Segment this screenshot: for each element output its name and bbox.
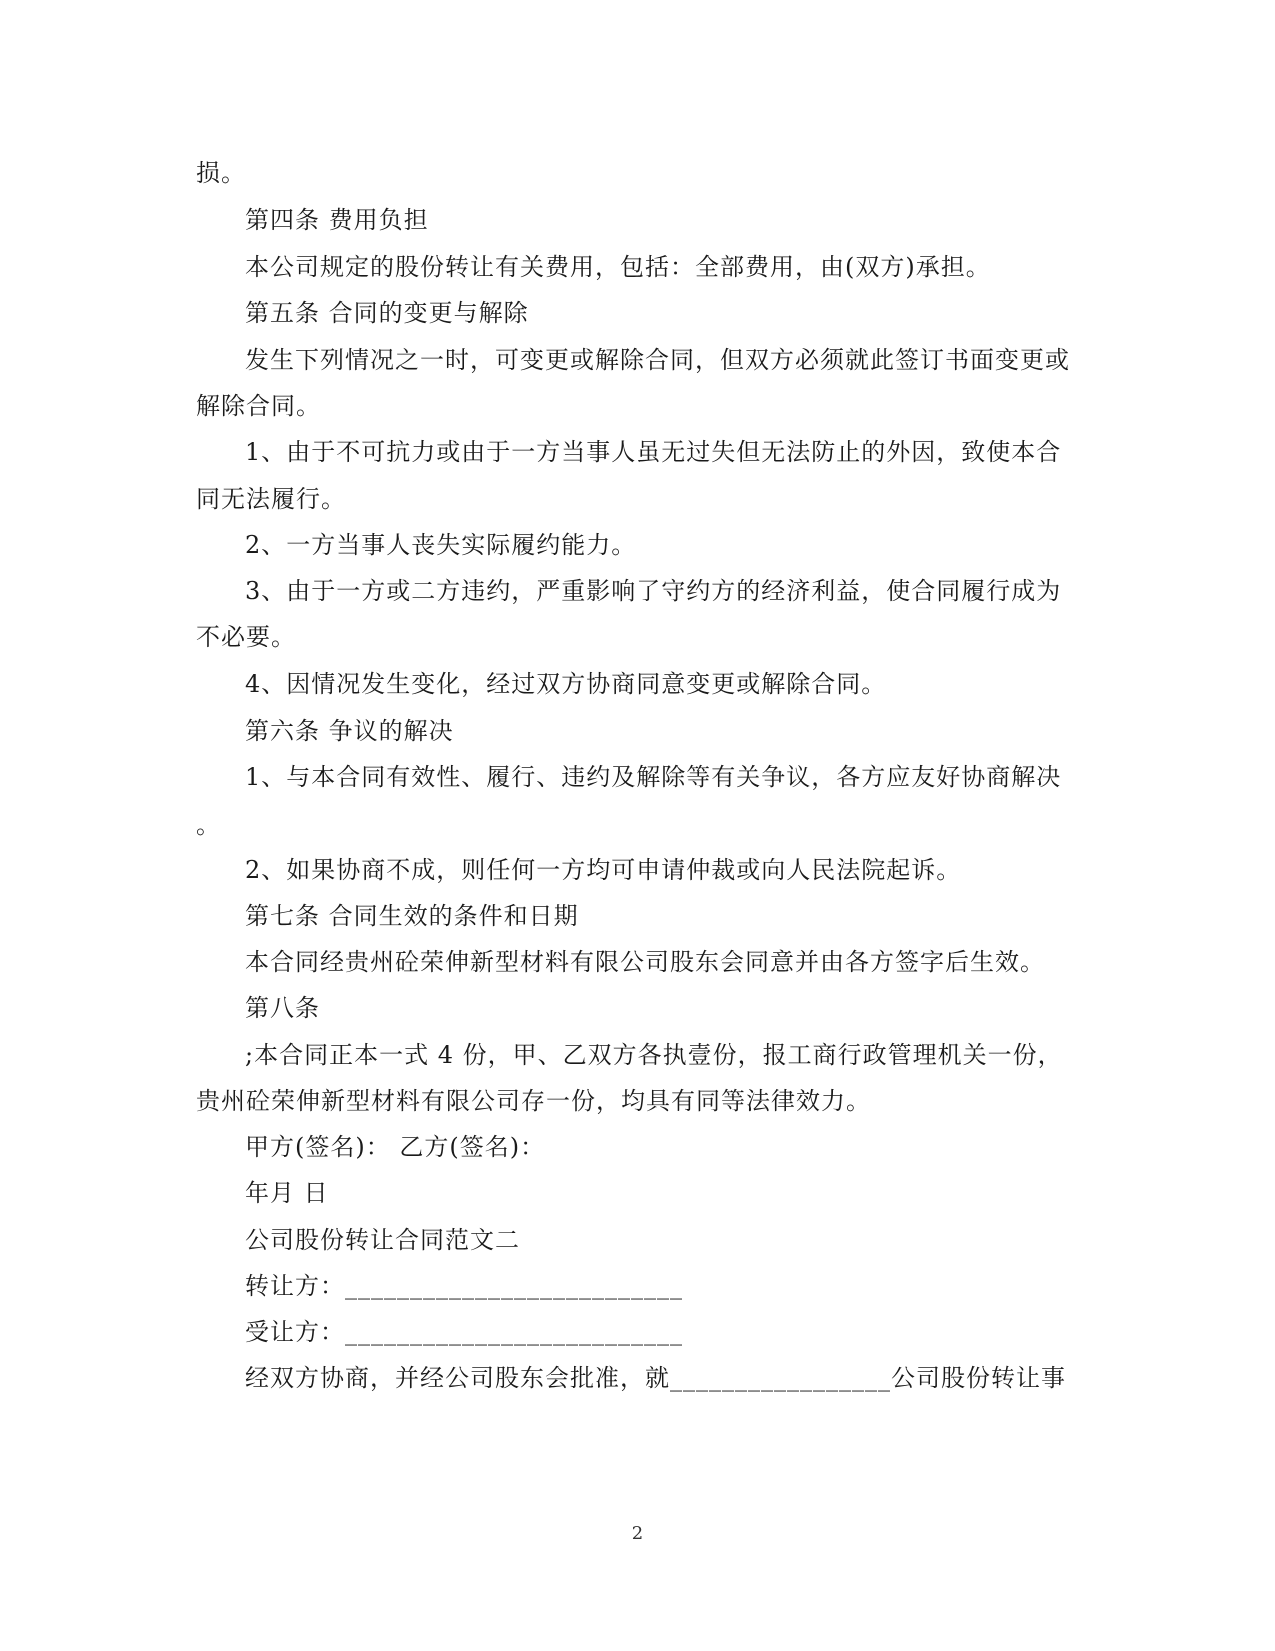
list-item: 3、由于一方或二方违约，严重影响了守约方的经济利益，使合同履行成为	[245, 577, 1062, 605]
list-item: 2、如果协商不成，则任何一方均可申请仲裁或向人民法院起诉。	[245, 856, 962, 884]
article-heading: 第六条 争议的解决	[245, 717, 454, 745]
article-heading: 第七条 合同生效的条件和日期	[245, 902, 579, 930]
page-number: 2	[631, 1523, 644, 1544]
text-line: 。	[196, 811, 221, 839]
text-line: 贵州砼荣伸新型材料有限公司存一份，均具有同等法律效力。	[196, 1087, 871, 1115]
date-line: 年月 日	[245, 1179, 329, 1207]
article-heading: 第五条 合同的变更与解除	[245, 299, 529, 327]
text-line: 同无法履行。	[196, 485, 346, 513]
text-line: 发生下列情况之一时，可变更或解除合同，但双方必须就此签订书面变更或	[245, 346, 1070, 374]
text-line: 本合同经贵州砼荣伸新型材料有限公司股东会同意并由各方签字后生效。	[245, 948, 1045, 976]
transferor-field: 转让方：__________________________	[245, 1272, 683, 1300]
text-line: 经双方协商，并经公司股东会批准，就_________________公司股份转让事	[245, 1364, 1066, 1392]
list-item: 2、一方当事人丧失实际履约能力。	[245, 531, 637, 559]
list-item: 1、由于不可抗力或由于一方当事人虽无过失但无法防止的外因，致使本合	[245, 438, 1062, 466]
text-line: 损。	[196, 159, 246, 187]
article-heading: 第四条 费用负担	[245, 206, 429, 234]
text-line: 本公司规定的股份转让有关费用，包括：全部费用，由(双方)承担。	[245, 253, 991, 281]
text-line: ;本合同正本一式 4 份，甲、乙双方各执壹份，报工商行政管理机关一份，	[245, 1041, 1063, 1069]
text-line: 解除合同。	[196, 392, 321, 420]
text-line: 不必要。	[196, 623, 296, 651]
section-title: 公司股份转让合同范文二	[245, 1226, 520, 1254]
signature-line: 甲方(签名)： 乙方(签名)：	[245, 1133, 546, 1161]
article-heading: 第八条	[245, 994, 320, 1022]
transferee-field: 受让方：__________________________	[245, 1318, 683, 1346]
list-item: 4、因情况发生变化，经过双方协商同意变更或解除合同。	[245, 670, 887, 698]
list-item: 1、与本合同有效性、履行、违约及解除等有关争议，各方应友好协商解决	[245, 763, 1062, 791]
